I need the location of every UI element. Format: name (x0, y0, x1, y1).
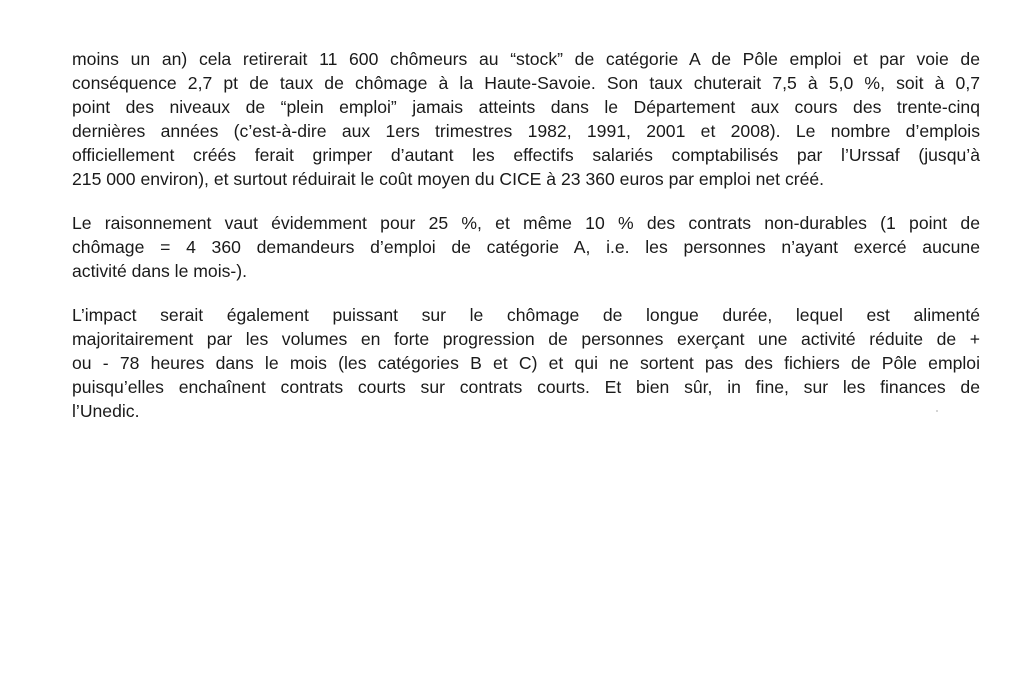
text-line: dernières années (c’est-à-dire aux 1ers trimestres 1982, 1991, 2001 et 2008). Le nombre d’emplois (72, 121, 980, 141)
text-line: Le raisonnement vaut évidemment pour 25 %, et même 10 % des contrats non-durables (1 point de (72, 213, 980, 233)
text-line: majoritairement par les volumes en forte progression de personnes exerçant une activité réduite de + (72, 329, 980, 349)
text-line: 215 000 environ), et surtout réduirait le coût moyen du CICE à 23 360 euros par emploi net créé. (72, 169, 825, 189)
text-line: point des niveaux de “plein emploi” jamais atteints dans le Département aux cours des trente-cinq (72, 97, 980, 117)
text-line: activité dans le mois-). (72, 261, 248, 281)
text-line: ou - 78 heures dans le mois (les catégories B et C) et qui ne sortent pas des fichiers de Pôle emploi (72, 353, 980, 373)
scan-speck (936, 410, 938, 412)
text-line: chômage = 4 360 demandeurs d’emploi de catégorie A, i.e. les personnes n’ayant exercé aucune (72, 237, 980, 257)
text-line: officiellement créés ferait grimper d’autant les effectifs salariés comptabilisés par l’Urssaf (jusqu’à (72, 145, 980, 165)
text-line: conséquence 2,7 pt de taux de chômage à la Haute-Savoie. Son taux chuterait 7,5 à 5,0 %, soit à 0,7 (72, 73, 980, 93)
text-line: l’Unedic. (72, 401, 140, 421)
text-line: L’impact serait également puissant sur le chômage de longue durée, lequel est alimenté (72, 305, 980, 325)
text-line: moins un an) cela retirerait 11 600 chômeurs au “stock” de catégorie A de Pôle emploi et par voie de (72, 49, 980, 69)
paragraph-long-term-unemployment (72, 303, 980, 423)
text-line: puisqu’elles enchaînent contrats courts sur contrats courts. Et bien sûr, in fine, sur les finances de (72, 377, 980, 397)
paragraph-reasoning (72, 211, 980, 283)
paragraph-cice-impact (72, 47, 980, 191)
